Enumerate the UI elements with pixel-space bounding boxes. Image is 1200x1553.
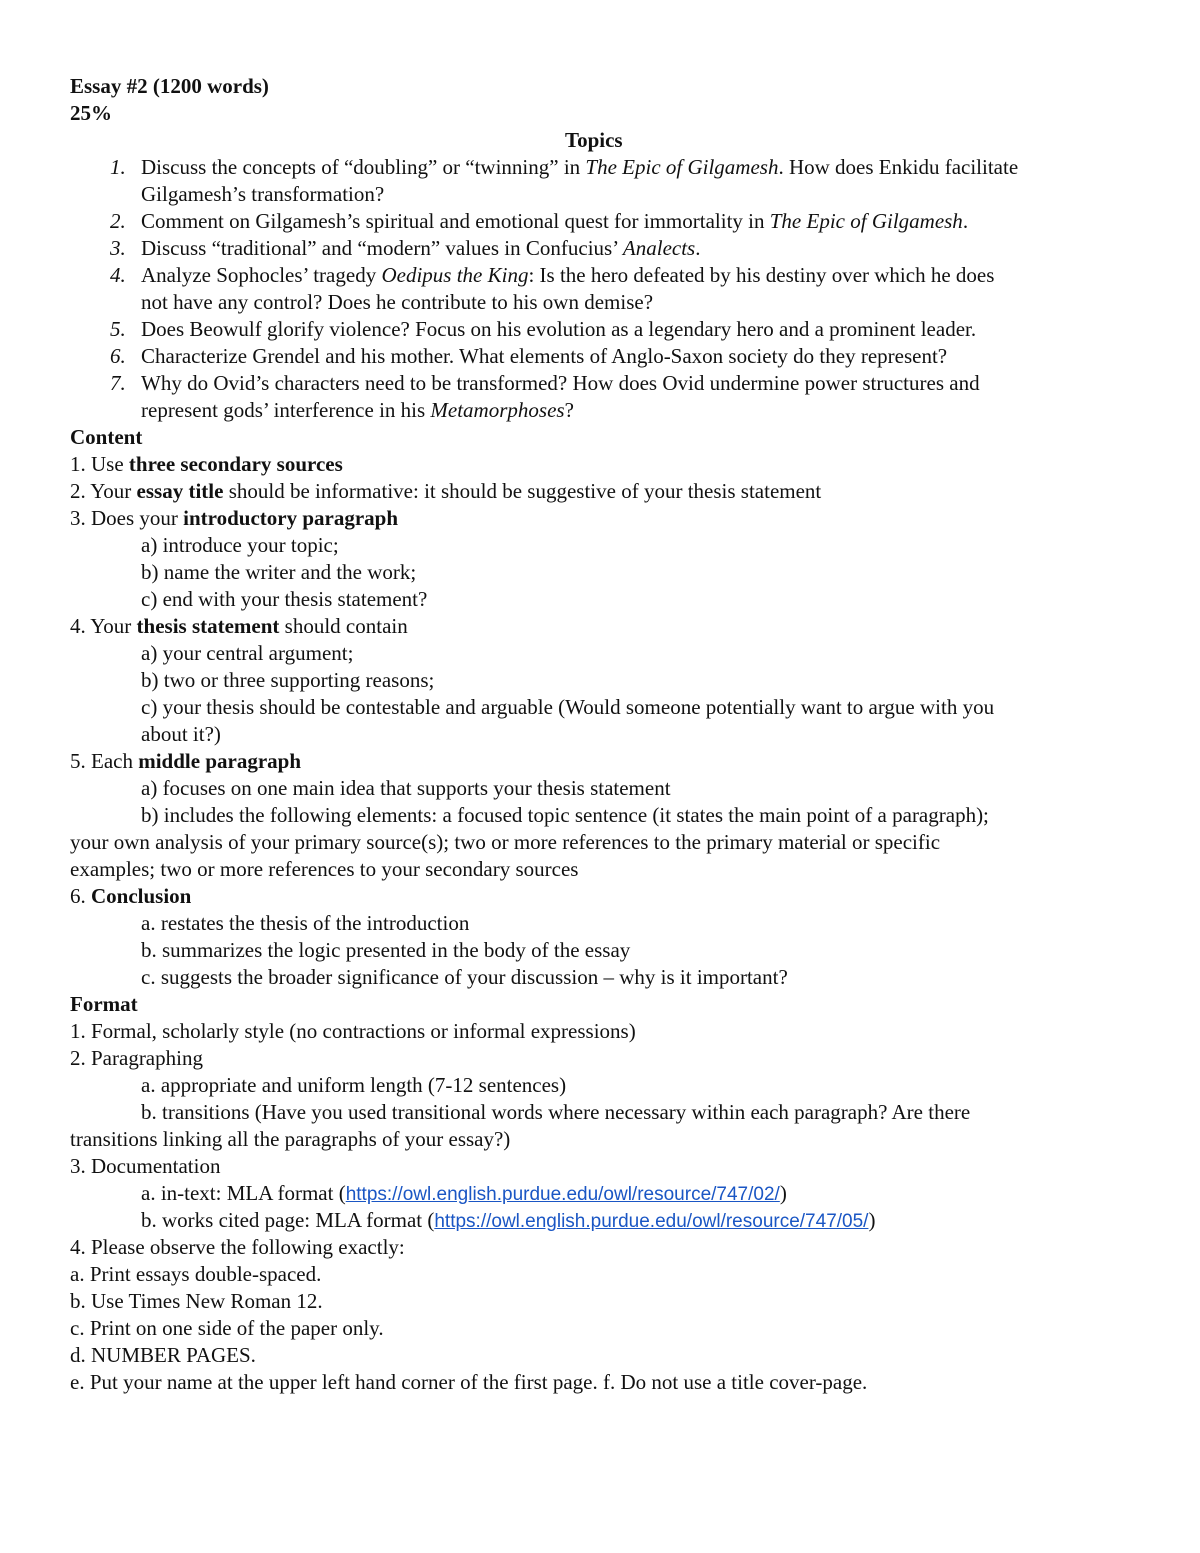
work-title: Metamorphoses — [430, 398, 565, 422]
mla-works-cited-link[interactable]: https://owl.english.purdue.edu/owl/resource/747/05/ — [434, 1211, 869, 1232]
content-subitem: c) end with your thesis statement? — [141, 587, 428, 611]
topic-number: 2. — [110, 209, 126, 233]
content-item-3: 3. Does your introductory paragraph — [70, 506, 399, 530]
content-subitem-cont: about it?) — [141, 722, 221, 746]
topics-heading: Topics — [565, 128, 623, 152]
content-subitem-cont: your own analysis of your primary source(s); two or more references to the primary material or specific — [70, 830, 941, 854]
topic-text: Does Beowulf glorify violence? Focus on his evolution as a legendary hero and a prominent leader. — [141, 317, 977, 341]
topic-number: 5. — [110, 317, 126, 341]
topic-text: . How does Enkidu facilitate — [778, 155, 1019, 179]
format-rule: b. Use Times New Roman 12. — [70, 1289, 323, 1313]
content-item-1: 1. Use three secondary sources — [70, 452, 343, 476]
content-subitem: a) focuses on one main idea that supports your thesis statement — [141, 776, 671, 800]
format-subitem-cont: transitions linking all the paragraphs of your essay?) — [70, 1127, 511, 1151]
topic-text: Characterize Grendel and his mother. What elements of Anglo-Saxon society do they represent? — [141, 344, 948, 368]
format-item-2: 2. Paragraphing — [70, 1046, 203, 1070]
content-subitem: b) includes the following elements: a focused topic sentence (it states the main point of a paragraph); — [141, 803, 989, 827]
essay-weight: 25% — [70, 101, 112, 125]
work-title: Oedipus the King — [381, 263, 529, 287]
content-subitem: a. restates the thesis of the introduction — [141, 911, 470, 935]
format-subitem: a. in-text: MLA format (https://owl.english.purdue.edu/owl/resource/747/02/) — [141, 1181, 787, 1205]
topic-text: Analyze Sophocles’ tragedy — [141, 263, 382, 287]
content-subitem: a) your central argument; — [141, 641, 354, 665]
topic-number: 3. — [110, 236, 126, 260]
topic-text: Comment on Gilgamesh’s spiritual and emotional quest for immortality in — [141, 209, 770, 233]
format-rule: c. Print on one side of the paper only. — [70, 1316, 384, 1340]
format-item-4: 4. Please observe the following exactly: — [70, 1235, 405, 1259]
format-heading: Format — [70, 992, 138, 1016]
topic-text: . — [695, 236, 701, 260]
content-subitem: b. summarizes the logic presented in the body of the essay — [141, 938, 631, 962]
content-subitem: b) two or three supporting reasons; — [141, 668, 435, 692]
topic-number: 4. — [110, 263, 126, 287]
topic-item-1-cont: Gilgamesh’s transformation? — [141, 182, 385, 206]
essay-title: Essay #2 (1200 words) — [70, 74, 269, 98]
format-subitem: b. works cited page: MLA format (https://owl.english.purdue.edu/owl/resource/747/05/) — [141, 1208, 876, 1232]
emphasis: Conclusion — [91, 884, 192, 908]
topic-item-7-cont — [141, 397, 574, 424]
content-item-5: 5. Each middle paragraph — [70, 749, 302, 773]
topic-text: represent gods’ interference in his — [141, 398, 431, 422]
format-rule: e. Put your name at the upper left hand corner of the first page. f. Do not use a title cover-page. — [70, 1370, 868, 1394]
topic-text: . — [962, 209, 969, 233]
mla-in-text-link[interactable]: https://owl.english.purdue.edu/owl/resource/747/02/ — [345, 1184, 780, 1205]
content-item-6: 6. Conclusion — [70, 884, 192, 908]
content-subitem: b) name the writer and the work; — [141, 560, 417, 584]
format-item-3: 3. Documentation — [70, 1154, 221, 1178]
topic-text: ? — [564, 398, 574, 422]
emphasis: thesis statement — [136, 614, 280, 638]
topic-number: 6. — [110, 344, 126, 368]
topic-item-4-cont: not have any control? Does he contribute to his own demise? — [141, 290, 654, 314]
topic-number: 1. — [110, 155, 126, 179]
content-heading: Content — [70, 425, 143, 449]
topic-number: 7. — [110, 371, 126, 395]
content-subitem: a) introduce your topic; — [141, 533, 339, 557]
content-subitem: c. suggests the broader significance of your discussion – why is it important? — [141, 965, 788, 989]
work-title: The Epic of Gilgamesh — [769, 209, 963, 233]
topic-text: Discuss “traditional” and “modern” values in Confucius’ — [141, 236, 623, 260]
format-item-1: 1. Formal, scholarly style (no contractions or informal expressions) — [70, 1019, 636, 1043]
content-subitem: c) your thesis should be contestable and arguable (Would someone potentially want to argue with you — [141, 695, 995, 719]
emphasis: introductory paragraph — [183, 506, 399, 530]
topic-text: : Is the hero defeated by his destiny over which he does — [528, 263, 995, 287]
emphasis: three secondary sources — [128, 452, 343, 476]
topic-text: Why do Ovid’s characters need to be transformed? How does Ovid undermine power structures and — [141, 371, 980, 395]
work-title: The Epic of Gilgamesh — [585, 155, 779, 179]
work-title: Analects — [622, 236, 696, 260]
format-rule: a. Print essays double-spaced. — [70, 1262, 322, 1286]
emphasis: essay title — [136, 479, 224, 503]
format-subitem: b. transitions (Have you used transitional words where necessary within each paragraph? Are there — [141, 1100, 971, 1124]
emphasis: middle paragraph — [138, 749, 302, 773]
format-subitem: a. appropriate and uniform length (7-12 sentences) — [141, 1073, 567, 1097]
content-item-4: 4. Your thesis statement should contain — [70, 614, 408, 638]
content-subitem-cont: examples; two or more references to your secondary sources — [70, 857, 579, 881]
topic-text: Discuss the concepts of “doubling” or “twinning” in — [141, 155, 586, 179]
content-item-2: 2. Your essay title should be informative: it should be suggestive of your thesis statement — [70, 479, 822, 503]
format-rule: d. NUMBER PAGES. — [70, 1343, 256, 1367]
